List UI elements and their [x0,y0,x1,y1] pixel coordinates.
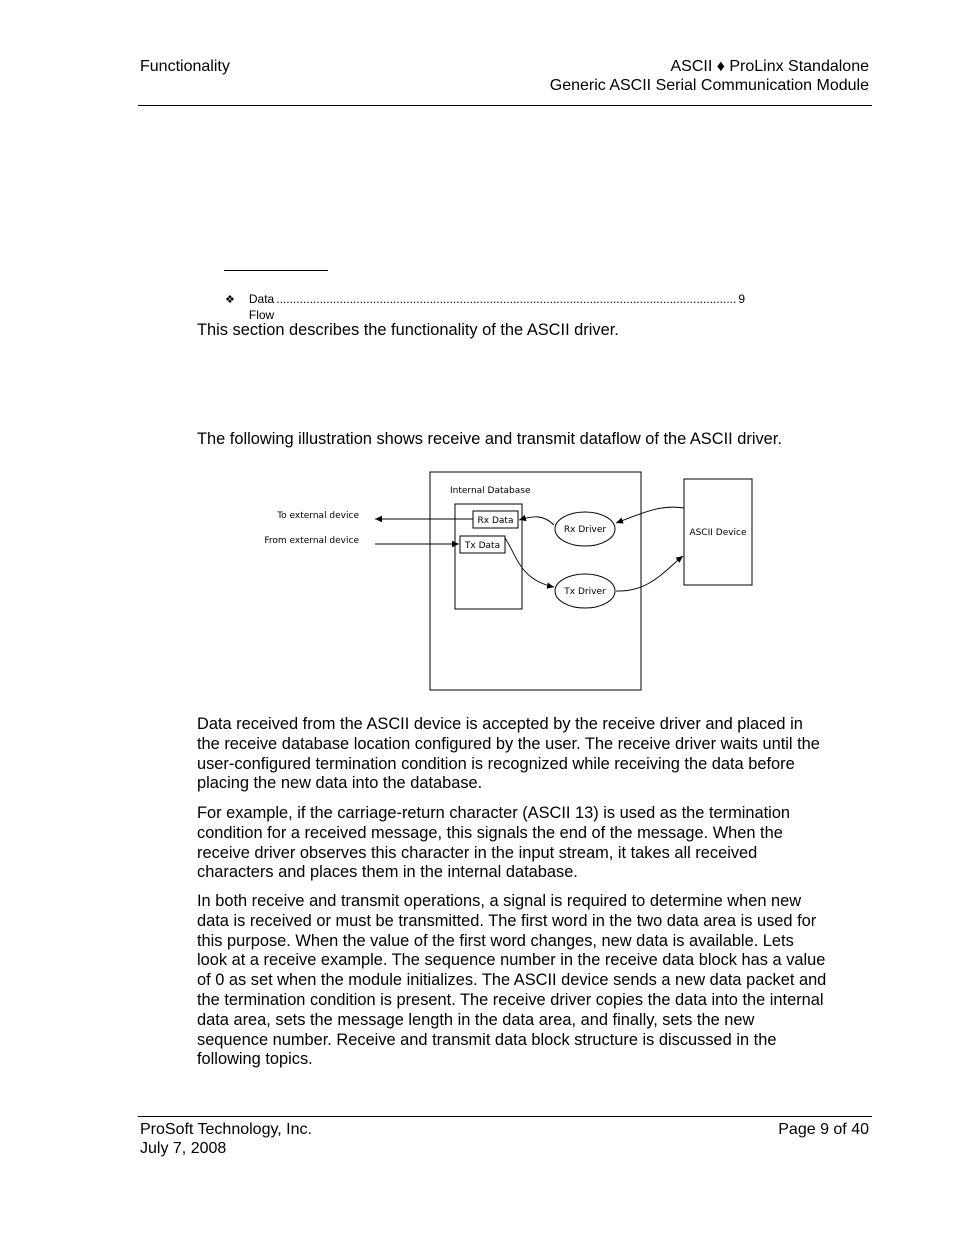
footer-date: July 7, 2008 [140,1140,227,1157]
header-product-title [550,57,869,95]
illustration-intro: The following illustration shows receive and transmit dataflow of the ASCII driver. [197,430,782,448]
toc-entry[interactable] [225,291,746,323]
tx-data-label: Tx Data [464,541,501,551]
header-product-line1: ASCII ♦ ProLinx Standalone [670,58,869,75]
body-paragraph-3: In both receive and transmit operations, a signal is required to determine when new data is received or must be transmitted. The first word in the two data area is used for this purpose. When the value of the first word changes, new data is available. Lets look at a receive example. The sequence number in the receive data block has a value of 0 as set when the module initializes. The ASCII device sends a new data packet and the termination condition is present. The receive driver copies the data into the internal data area, sets the message length in the data area, and finally, sets the new sequence number. Receive and transmit data block structure is discussed in the following topics. [197,892,827,1069]
rx-driver-to-rx-data-arrow [519,517,554,525]
dataflow-diagram [255,468,765,696]
header-rule [138,105,872,106]
footer-page-number: Page 9 of 40 [778,1121,869,1138]
toc-item-page: 9 [738,292,746,306]
footer-rule [138,1116,872,1117]
header-section-title: Functionality [140,58,230,75]
intro-paragraph: This section describes the functionality of the ASCII driver. [197,321,619,339]
from-external-label: From external device [264,536,359,546]
tx-driver-to-ascii-device-arrow [616,556,683,591]
tx-driver-label: Tx Driver [564,587,606,597]
body-paragraph-2: For example, if the carriage-return character (ASCII 13) is used as the termination condition for a received message, this signals the end of the message. When the receive driver observes this character in the input stream, it takes all received characters and places them in the internal database. [197,804,791,882]
toc-item-label: Data Flow [248,292,275,322]
rx-driver-label: Rx Driver [563,525,607,535]
ascii-device-to-rx-driver-arrow [616,507,684,523]
footer-company: ProSoft Technology, Inc. [140,1121,312,1138]
tx-data-to-tx-driver-arrow [505,538,554,587]
toc-bullet-icon: ❖ [225,293,235,306]
header-product-line2: Generic ASCII Serial Communication Module [549,77,869,94]
to-external-label: To external device [277,511,359,521]
toc-leader: .......................................................................................................................................... [276,292,737,306]
toc-rule [224,270,328,271]
rx-data-label: Rx Data [477,516,514,526]
internal-database-label: Internal Database [450,486,531,496]
body-paragraph-1: Data received from the ASCII device is accepted by the receive driver and placed in the receive database location configured by the user. The receive driver waits until the user-configured termination condition is recognized while receiving the data before placing the new data into the database. [197,715,820,793]
ascii-device-label: ASCII Device [689,528,747,538]
